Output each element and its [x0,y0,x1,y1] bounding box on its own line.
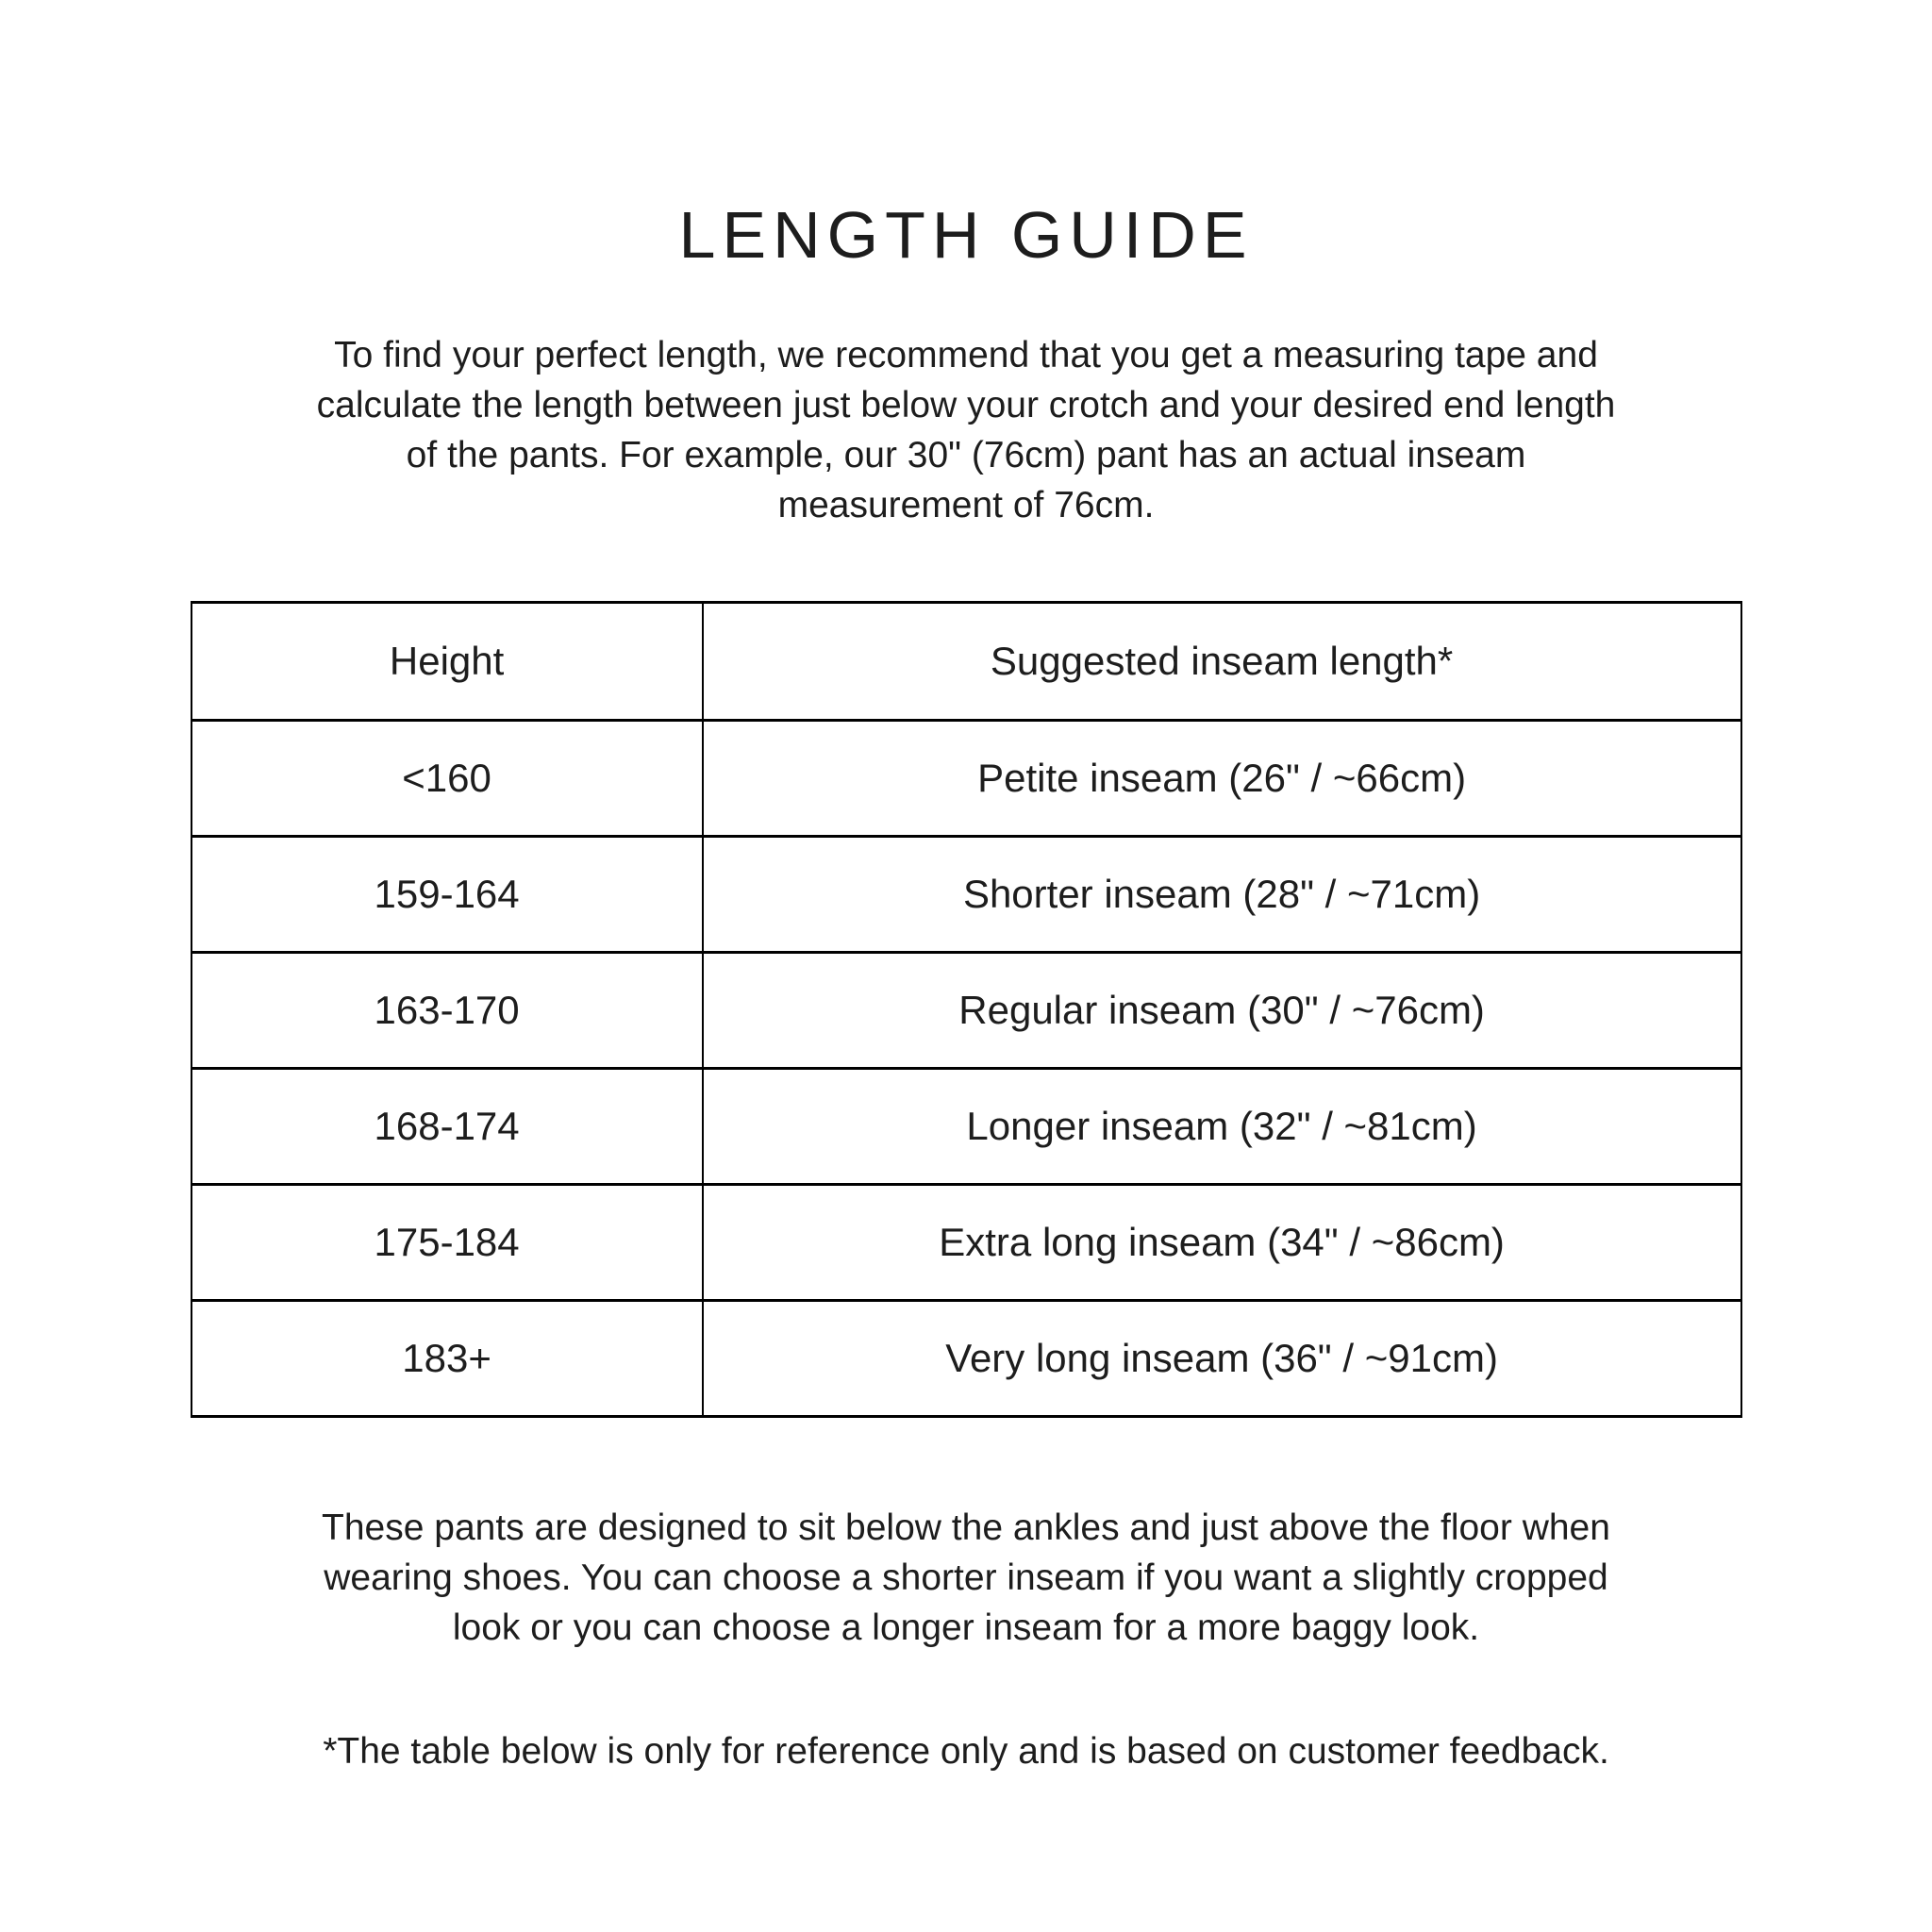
page-title: LENGTH GUIDE [678,198,1254,272]
table-row [192,1185,1741,1301]
cell-inseam: Very long inseam (36" / ~91cm) [703,1301,1741,1417]
intro-line-1: To find your perfect length, we recommend that you get a measuring tape and [334,335,1598,375]
cell-inseam: Regular inseam (30" / ~76cm) [703,953,1741,1069]
cell-height: 163-170 [192,953,703,1069]
cell-height: 168-174 [192,1069,703,1185]
intro-line-4: measurement of 76cm. [777,485,1155,525]
cell-height: <160 [192,721,703,837]
cell-inseam: Extra long inseam (34" / ~86cm) [703,1185,1741,1301]
reference-footnote: *The table below is only for reference only and is based on customer feedback. [323,1731,1609,1772]
table-header-row [192,603,1741,721]
cell-inseam: Petite inseam (26" / ~66cm) [703,721,1741,837]
header-cell-inseam: Suggested inseam length* [703,603,1741,721]
table-row [192,1301,1741,1417]
cell-height: 183+ [192,1301,703,1417]
table-row [192,721,1741,837]
design-note-paragraph [0,1503,1932,1653]
design-note-line-2: wearing shoes. You can choose a shorter inseam if you want a slightly cropped [324,1557,1608,1598]
table-row [192,837,1741,953]
design-note-line-1: These pants are designed to sit below the ankles and just above the floor when [322,1507,1610,1548]
design-note-line-3: look or you can choose a longer inseam for a more baggy look. [452,1607,1480,1648]
cell-inseam: Longer inseam (32" / ~81cm) [703,1069,1741,1185]
cell-height: 175-184 [192,1185,703,1301]
table-row [192,953,1741,1069]
intro-paragraph [0,330,1932,530]
intro-line-3: of the pants. For example, our 30" (76cm) pant has an actual inseam [406,435,1526,475]
header-cell-height: Height [192,603,703,721]
intro-line-2: calculate the length between just below your crotch and your desired end length [316,385,1616,425]
table-row [192,1069,1741,1185]
length-guide-table [191,601,1742,1418]
cell-inseam: Shorter inseam (28" / ~71cm) [703,837,1741,953]
cell-height: 159-164 [192,837,703,953]
